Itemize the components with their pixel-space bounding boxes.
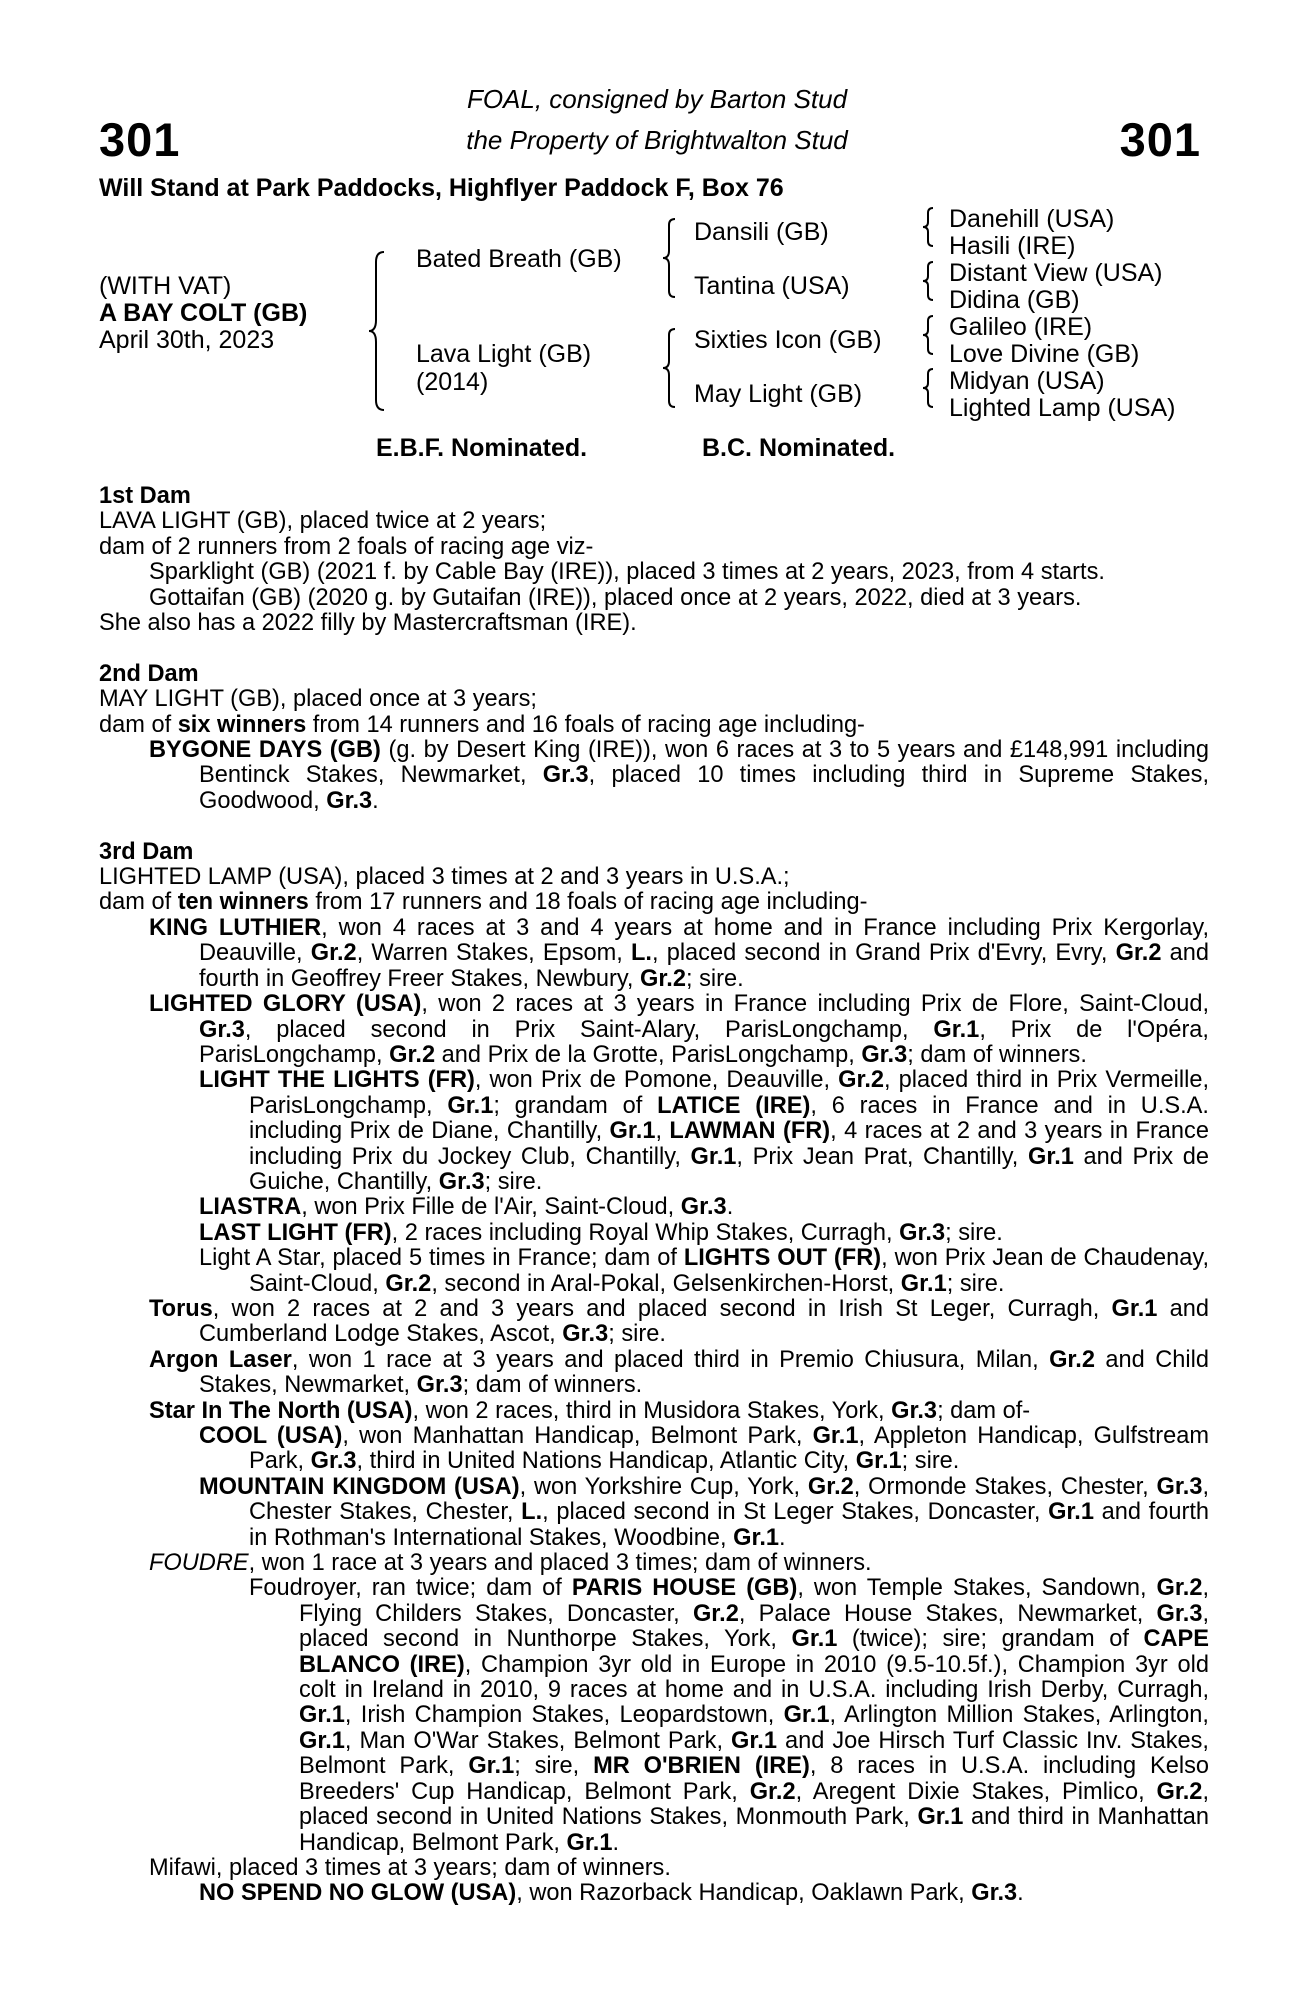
third-dam-progeny: Mifawi, placed 3 times at 3 years; dam of winners.	[149, 1854, 671, 1881]
brace-ggp-3	[920, 314, 938, 356]
catalogue-body	[99, 484, 1209, 1907]
third-dam-progeny: NO SPEND NO GLOW (USA), won Razorback Handicap, Oaklawn Park, Gr.3.	[199, 1880, 1024, 1907]
lot-number-left: 301	[99, 113, 181, 166]
second-dam-heading: 2nd Dam	[99, 660, 199, 687]
ggp-1: Danehill (USA)	[949, 205, 1115, 233]
sire: Bated Breath (GB)	[416, 245, 622, 273]
third-dam-progeny: LIGHTED GLORY (USA), won 2 races at 3 years in France including Prix de Flore, Saint-Cloud, Gr.3, placed second in Prix Saint-Alary, ParisLongchamp, Gr.1, Prix de l'Opéra, ParisLongchamp, Gr.2 and Prix de la Grotte, ParisLongchamp, Gr.3; dam of winners.	[149, 991, 1210, 1068]
first-dam-line: LAVA LIGHT (GB), placed twice at 2 years;	[99, 508, 547, 535]
third-dam-progeny: LIASTRA, won Prix Fille de l'Air, Saint-Cloud, Gr.3.	[199, 1194, 734, 1221]
sire-dam: Tantina (USA)	[694, 272, 850, 300]
stand-location: Will Stand at Park Paddocks, Highflyer Paddock F, Box 76	[99, 174, 784, 202]
brace-ggp-2	[920, 260, 938, 302]
third-dam-heading: 3rd Dam	[99, 838, 194, 865]
third-dam-line: LIGHTED LAMP (USA), placed 3 times at 2 and 3 years in U.S.A.;	[99, 864, 790, 891]
first-dam-heading: 1st Dam	[99, 483, 191, 509]
third-dam-progeny: Star In The North (USA), won 2 races, third in Musidora Stakes, York, Gr.3; dam of-	[149, 1397, 1031, 1424]
second-dam-line: MAY LIGHT (GB), placed once at 3 years;	[99, 686, 537, 713]
third-dam-line: dam of ten winners from 17 runners and 18 foals of racing age including-	[99, 889, 868, 916]
dam-year: (2014)	[416, 368, 489, 396]
first-dam-progeny: Sparklight (GB) (2021 f. by Cable Bay (IRE)), placed 3 times at 2 years, 2023, from 4 starts.	[149, 559, 1105, 586]
ggp-5: Galileo (IRE)	[949, 313, 1093, 341]
ebf-nominated: E.B.F. Nominated.	[376, 434, 588, 462]
first-dam-line: dam of 2 runners from 2 foals of racing age viz-	[99, 533, 594, 560]
brace-main	[366, 250, 390, 412]
bc-nominated: B.C. Nominated.	[702, 434, 896, 462]
first-dam-progeny: Gottaifan (GB) (2020 g. by Gutaifan (IRE)), placed once at 2 years, 2022, died at 3 years.	[149, 584, 1082, 611]
consignor-line: FOAL, consigned by Barton Stud	[466, 84, 848, 114]
brace-ggp-1	[920, 206, 938, 248]
third-dam-entries	[99, 916, 1209, 1907]
second-dam-line: dam of six winners from 14 runners and 16 foals of racing age including-	[99, 711, 865, 738]
ggp-6: Love Divine (GB)	[949, 340, 1140, 368]
horse-name: A BAY COLT (GB)	[99, 299, 308, 327]
ggp-7: Midyan (USA)	[949, 367, 1105, 395]
third-dam-progeny: FOUDRE, won 1 race at 3 years and placed 3 times; dam of winners.	[149, 1550, 872, 1577]
dam-dam: May Light (GB)	[694, 380, 863, 408]
ggp-2: Hasili (IRE)	[949, 232, 1076, 260]
property-line: the Property of Brightwalton Stud	[466, 125, 848, 155]
first-dam-line: She also has a 2022 filly by Mastercraftsman (IRE).	[99, 610, 637, 637]
brace-dam	[660, 327, 680, 409]
second-dam-progeny: BYGONE DAYS (GB) (g. by Desert King (IRE)), won 6 races at 3 to 5 years and £148,991 including Bentinck Stakes, Newmarket, Gr.3, placed 10 times including third in Supreme Stakes, Goodwood, Gr.3.	[149, 737, 1210, 814]
third-dam-progeny: LAST LIGHT (FR), 2 races including Royal Whip Stakes, Curragh, Gr.3; sire.	[199, 1219, 1003, 1246]
third-dam-progeny: COOL (USA), won Manhattan Handicap, Belmont Park, Gr.1, Appleton Handicap, Gulfstream Park, Gr.3, third in United Nations Handicap, Atlantic City, Gr.1; sire.	[199, 1423, 1209, 1475]
brace-sire	[660, 217, 680, 299]
ggp-3: Distant View (USA)	[949, 259, 1163, 287]
dam: Lava Light (GB)	[416, 340, 592, 368]
third-dam-progeny: LIGHT THE LIGHTS (FR), won Prix de Pomone, Deauville, Gr.2, placed third in Prix Vermeille, ParisLongchamp, Gr.1; grandam of LATICE (IRE), 6 races in France and in U.S.A. including Prix de Diane, Chantilly, Gr.1, LAWMAN (FR), 4 races at 2 and 3 years in France including Prix du Jockey Club, Chantilly, Gr.1, Prix Jean Prat, Chantilly, Gr.1 and Prix de Guiche, Chantilly, Gr.3; sire.	[199, 1067, 1209, 1195]
sire-sire: Dansili (GB)	[694, 218, 829, 246]
third-dam-progeny: Light A Star, placed 5 times in France; dam of LIGHTS OUT (FR), won Prix Jean de Chaudenay, Saint-Cloud, Gr.2, second in Aral-Pokal, Gelsenkirchen-Horst, Gr.1; sire.	[199, 1245, 1209, 1297]
ggp-4: Didina (GB)	[949, 286, 1080, 314]
third-dam-progeny: MOUNTAIN KINGDOM (USA), won Yorkshire Cup, York, Gr.2, Ormonde Stakes, Chester, Gr.3, Chester Stakes, Chester, L., placed second in St Leger Stakes, Doncaster, Gr.1 and fourth in Rothman's International Stakes, Woodbine, Gr.1.	[199, 1473, 1210, 1551]
third-dam-progeny: Argon Laser, won 1 race at 3 years and placed third in Premio Chiusura, Milan, Gr.2 and Child Stakes, Newmarket, Gr.3; dam of winners.	[149, 1346, 1209, 1399]
dam-sire: Sixties Icon (GB)	[694, 326, 882, 354]
third-dam-progeny: Torus, won 2 races at 2 and 3 years and placed second in Irish St Leger, Curragh, Gr.1 and Cumberland Lodge Stakes, Ascot, Gr.3; sire.	[149, 1295, 1209, 1348]
vat-note: (WITH VAT)	[99, 272, 232, 300]
brace-ggp-4	[920, 367, 938, 409]
lot-number-right: 301	[1119, 113, 1201, 166]
ggp-8: Lighted Lamp (USA)	[949, 394, 1176, 422]
third-dam-progeny: KING LUTHIER, won 4 races at 3 and 4 years at home and in France including Prix Kergorlay, Deauville, Gr.2, Warren Stakes, Epsom, L., placed second in Grand Prix d'Evry, Evry, Gr.2 and fourth in Geoffrey Freer Stakes, Newbury, Gr.2; sire.	[149, 914, 1210, 992]
third-dam-progeny: Foudroyer, ran twice; dam of PARIS HOUSE (GB), won Temple Stakes, Sandown, Gr.2, Flying Childers Stakes, Doncaster, Gr.2, Palace House Stakes, Newmarket, Gr.3, placed second in Nunthorpe Stakes, York, Gr.1 (twice); sire; grandam of CAPE BLANCO (IRE), Champion 3yr old in Europe in 2010 (9.5-10.5f.), Champion 3yr old colt in Ireland in 2010, 9 races at home and in U.S.A. including Irish Derby, Curragh, Gr.1, Irish Champion Stakes, Leopardstown, Gr.1, Arlington Million Stakes, Arlington, Gr.1, Man O'War Stakes, Belmont Park, Gr.1 and Joe Hirsch Turf Classic Inv. Stakes, Belmont Park, Gr.1; sire, MR O'BRIEN (IRE), 8 races in U.S.A. including Kelso Breeders' Cup Handicap, Belmont Park, Gr.2, Aregent Dixie Stakes, Pimlico, Gr.2, placed second in United Nations Stakes, Monmouth Park, Gr.1 and third in Manhattan Handicap, Belmont Park, Gr.1.	[249, 1575, 1210, 1856]
foaling-date: April 30th, 2023	[99, 326, 275, 354]
